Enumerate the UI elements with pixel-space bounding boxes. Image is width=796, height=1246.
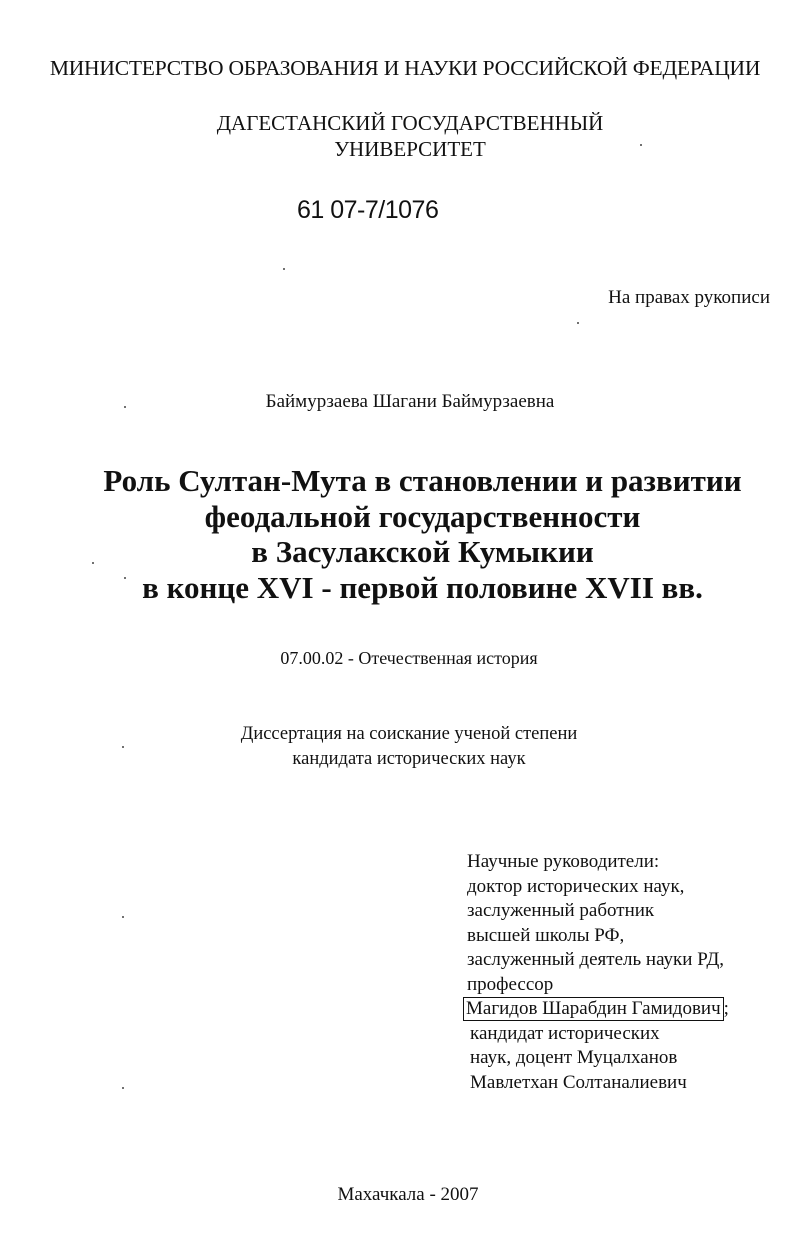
- degree-statement: [0, 722, 796, 772]
- advisor-rank: профессор: [467, 973, 554, 995]
- city-and-year: Махачкала - 2007: [337, 1184, 479, 1205]
- advisor-degree: доктор исторических наук,: [467, 875, 685, 897]
- scan-speck: [283, 268, 285, 270]
- scan-speck: [640, 144, 642, 146]
- archive-code: 61 07-7/1076: [297, 196, 439, 224]
- scan-speck: [122, 916, 124, 918]
- scan-speck: [122, 746, 124, 748]
- university-line-2: УНИВЕРСИТЕТ: [334, 137, 486, 161]
- advisor-2-rank-surname: наук, доцент Муцалханов: [470, 1047, 678, 1068]
- advisor-1-name-boxed: Магидов Шарабдин Гамидович: [463, 997, 724, 1021]
- scan-speck: [92, 562, 94, 564]
- title-line-4: в конце XVI - первой половине XVII вв.: [142, 569, 703, 605]
- advisor-1-separator: ;: [723, 998, 729, 1019]
- university-name: [0, 110, 796, 162]
- degree-line-1: Диссертация на соискание ученой степени: [240, 724, 578, 744]
- scientific-advisors: [467, 850, 729, 1095]
- author-name: Баймурзаева Шагани Баймурзаевна: [265, 391, 555, 412]
- scan-speck: [577, 322, 579, 324]
- ministry-heading: МИНИСТЕРСТВО ОБРАЗОВАНИЯ И НАУКИ РОССИЙСКОЙ ФЕДЕРАЦИИ: [49, 56, 761, 80]
- advisor-honor-3: заслуженный деятель науки РД,: [467, 949, 725, 970]
- degree-line-2: кандидата исторических наук: [292, 749, 526, 769]
- scan-speck: [124, 577, 126, 579]
- dissertation-title: [0, 463, 796, 605]
- specialty-code: 07.00.02 - Отечественная история: [280, 648, 538, 668]
- title-line-3: в Засулакской Кумыкии: [251, 534, 594, 569]
- advisors-heading: Научные руководители:: [467, 851, 660, 872]
- advisor-honor-2: высшей школы РФ,: [467, 924, 625, 946]
- scan-speck: [122, 1087, 124, 1089]
- title-line-1: Роль Султан-Мута в становлении и развитии: [103, 463, 742, 498]
- advisor-2-degree: кандидат исторических: [470, 1022, 660, 1044]
- university-line-1: ДАГЕСТАНСКИЙ ГОСУДАРСТВЕННЫЙ: [216, 111, 604, 135]
- manuscript-rights-note: На правах рукописи: [608, 287, 770, 308]
- advisor-2-name: Мавлетхан Солтаналиевич: [470, 1071, 687, 1093]
- scan-speck: [124, 406, 126, 408]
- advisor-1-row: [467, 997, 729, 1022]
- title-line-2: феодальной государственности: [204, 498, 641, 534]
- advisor-honor-1: заслуженный работник: [467, 900, 655, 921]
